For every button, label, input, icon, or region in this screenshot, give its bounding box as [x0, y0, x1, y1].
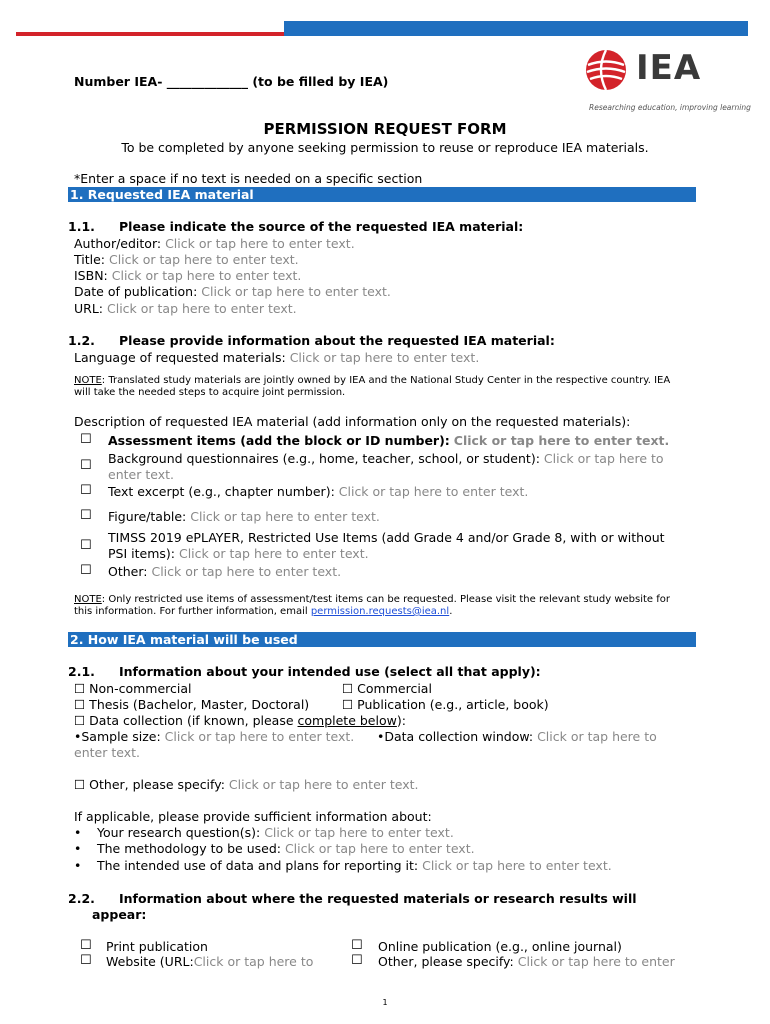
isbn-field[interactable]: ISBN: Click or tap here to enter text. — [74, 268, 302, 283]
language-field[interactable]: Language of requested materials: Click or tap here to enter text. — [74, 350, 480, 365]
text-excerpt-checkbox[interactable]: ☐ — [80, 483, 92, 498]
header-blue-bar — [284, 21, 748, 36]
other-specify-field[interactable]: ☐ Other, please specify: Click or tap here to enter text. — [74, 777, 419, 792]
enter-space-note: *Enter a space if no text is needed on a specific section — [74, 171, 423, 186]
online-publication-label: Online publication (e.g., online journal) — [378, 939, 622, 954]
other-field[interactable]: Other: Click or tap here to enter text. — [108, 564, 342, 579]
online-publication-checkbox[interactable]: ☐ — [351, 938, 363, 953]
other-publication-checkbox[interactable]: ☐ — [351, 953, 363, 968]
url-field[interactable]: URL: Click or tap here to enter text. — [74, 301, 297, 316]
thesis-option[interactable]: ☐ Thesis (Bachelor, Master, Doctoral) — [74, 697, 310, 712]
background-questionnaires-placeholder-cont: enter text. — [108, 467, 174, 482]
background-checkbox[interactable]: ☐ — [80, 458, 92, 473]
collection-window-field[interactable]: •Data collection window: Click or tap here to — [377, 729, 657, 744]
note-translated: NOTE: Translated study materials are jointly owned by IEA and the National Study Center in the respective country. IEA — [74, 375, 671, 386]
timss-checkbox[interactable]: ☐ — [80, 538, 92, 553]
website-checkbox[interactable]: ☐ — [80, 953, 92, 968]
note-restricted-line2: this information. For further information, email permission.requests@iea.nl. — [74, 606, 453, 617]
section-2-header: 2. How IEA material will be used — [68, 632, 696, 647]
print-publication-label: Print publication — [106, 939, 208, 954]
assessment-items-field[interactable]: Assessment items (add the block or ID number): Click or tap here to enter text. — [108, 433, 670, 448]
author-editor-field[interactable]: Author/editor: Click or tap here to enter text. — [74, 236, 355, 251]
iea-globe-icon — [584, 48, 628, 92]
q22-title: Information about where the requested materials or research results will — [119, 891, 637, 906]
commercial-option[interactable]: ☐ Commercial — [342, 681, 432, 696]
iea-number-label: Number IEA- _____________ (to be filled by IEA) — [74, 74, 389, 89]
q12-title: Please provide information about the requested IEA material: — [119, 333, 555, 348]
data-collection-option[interactable]: ☐ Data collection (if known, please complete below): — [74, 713, 406, 728]
figure-table-field[interactable]: Figure/table: Click or tap here to enter text. — [108, 509, 380, 524]
q21-title: Information about your intended use (select all that apply): — [119, 664, 541, 679]
other-publication-field[interactable]: Other, please specify: Click or tap here to enter — [378, 954, 675, 969]
note-restricted: NOTE: Only restricted use items of assessment/test items can be requested. Please visit the relevant study website for — [74, 594, 670, 605]
page-number: 1 — [382, 998, 388, 1007]
print-publication-checkbox[interactable]: ☐ — [80, 938, 92, 953]
figure-checkbox[interactable]: ☐ — [80, 508, 92, 523]
note-translated-line2: will take the needed steps to acquire joint permission. — [74, 387, 346, 398]
publication-date-field[interactable]: Date of publication: Click or tap here to enter text. — [74, 284, 391, 299]
page-subtitle: To be completed by anyone seeking permission to reuse or reproduce IEA materials. — [121, 140, 649, 155]
email-link[interactable]: permission.requests@iea.nl — [310, 606, 450, 617]
noncommercial-option[interactable]: ☐ Non-commercial — [74, 681, 192, 696]
bullet-research-question[interactable]: • Your research question(s): Click or tap here to enter text. — [74, 825, 454, 840]
title-field[interactable]: Title: Click or tap here to enter text. — [74, 252, 299, 267]
q21-number: 2.1. — [68, 664, 95, 679]
collection-window-placeholder-cont: enter text. — [74, 745, 140, 760]
iea-logo — [584, 46, 724, 96]
q11-title: Please indicate the source of the requested IEA material: — [119, 219, 524, 234]
header-red-bar — [16, 32, 284, 36]
q12-number: 1.2. — [68, 333, 95, 348]
if-applicable-label: If applicable, please provide sufficient information about: — [74, 809, 432, 824]
q22-number: 2.2. — [68, 891, 95, 906]
iea-tagline: Researching education, improving learning — [589, 103, 751, 112]
assessment-checkbox[interactable]: ☐ — [80, 432, 92, 447]
other-checkbox[interactable]: ☐ — [80, 563, 92, 578]
page-title: PERMISSION REQUEST FORM — [263, 120, 507, 138]
bullet-methodology[interactable]: • The methodology to be used: Click or tap here to enter text. — [74, 841, 475, 856]
text-excerpt-field[interactable]: Text excerpt (e.g., chapter number): Click or tap here to enter text. — [108, 484, 529, 499]
description-label: Description of requested IEA material (add information only on the requested materials): — [74, 414, 631, 429]
q11-number: 1.1. — [68, 219, 95, 234]
sample-size-field[interactable]: •Sample size: Click or tap here to enter text. — [74, 729, 355, 744]
publication-option[interactable]: ☐ Publication (e.g., article, book) — [342, 697, 549, 712]
background-questionnaires-field[interactable]: Background questionnaires (e.g., home, teacher, school, or student): Click or tap here to — [108, 451, 664, 466]
bullet-intended-use[interactable]: • The intended use of data and plans for reporting it: Click or tap here to enter text. — [74, 858, 612, 873]
q22-title-line2: appear: — [92, 907, 147, 922]
iea-logo-text: IEA — [636, 48, 702, 88]
website-field[interactable]: Website (URL:Click or tap here to — [106, 954, 314, 969]
timss-label: TIMSS 2019 ePLAYER, Restricted Use Items (add Grade 4 and/or Grade 8, with or without — [108, 530, 665, 545]
section-1-header: 1. Requested IEA material — [68, 187, 696, 202]
timss-field[interactable]: PSI items): Click or tap here to enter text. — [108, 546, 369, 561]
